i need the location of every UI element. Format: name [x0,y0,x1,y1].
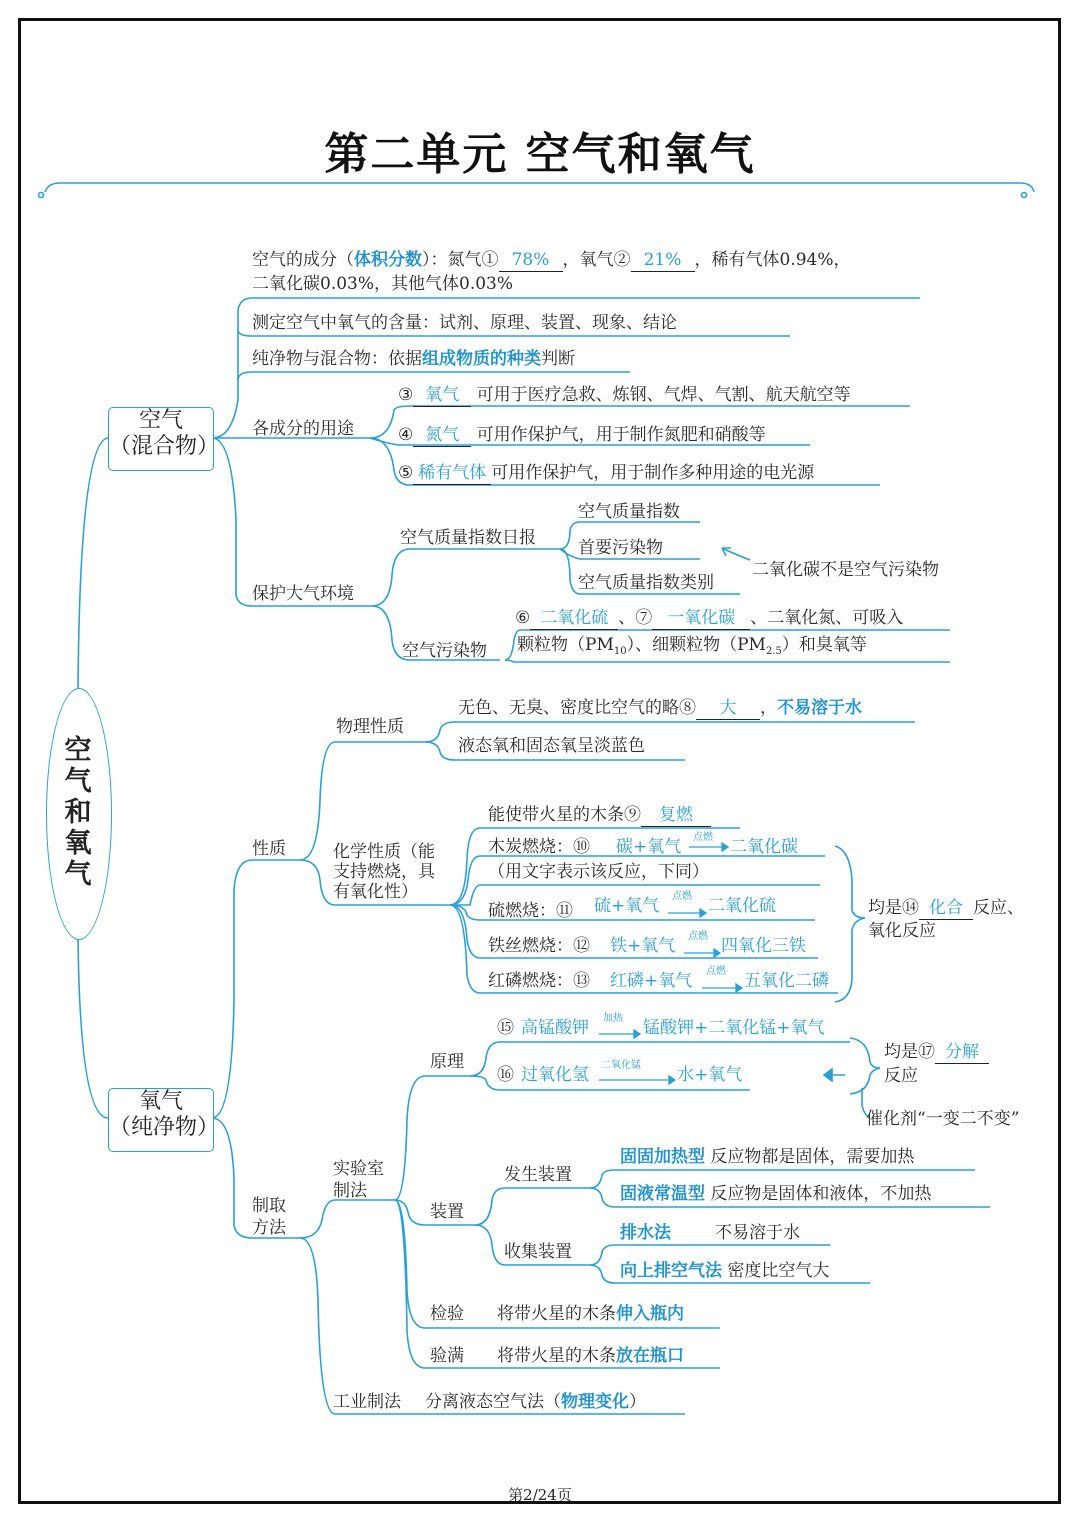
preparation-label [252,1195,286,1239]
comp-text-e: ，稀有气体0.94%， [694,250,851,270]
prep-line-2: 方法 [252,1218,286,1238]
test-text [497,1303,684,1325]
comp-text-d: ，氧气 [562,250,614,270]
col2-desc: 密度比空气大 [727,1261,830,1281]
c10-reactants: 碳+氧气 [616,837,682,857]
p17-text-a: 均是 [884,1042,918,1062]
c12-condition: 点燃 [688,931,708,942]
industrial-text [425,1391,646,1413]
c11-condition: 点燃 [672,891,692,902]
col1-desc: 不易溶于水 [715,1223,800,1243]
page-title: 第二单元 空气和氧气 [324,129,756,180]
c10-text: 木炭燃烧： [488,837,573,857]
blank-8-answer: 大 [696,697,760,720]
pollutants-rest: 、二氧化氮、可吸入 [750,608,904,628]
chem-phosphorus [488,966,829,992]
c13-product: 五氧化二磷 [744,971,829,991]
blank-number-9: ⑨ [624,805,641,825]
blank-2-answer: 21% [631,249,695,272]
blank-number-16: ⑯ [497,1065,514,1085]
chem-rekindle [488,804,711,827]
gen1-desc: 反应物都是固体，需要加热 [710,1147,915,1167]
blank-number-17: ⑰ [918,1042,935,1062]
apparatus-label: 装置 [430,1202,464,1222]
decomposition-note-2: 反应 [884,1066,918,1086]
chem-line-2: 支持燃烧，具 [333,862,435,882]
oxygen-node [108,1088,220,1152]
blank-number-8: ⑧ [679,698,696,718]
chem-sulfur [488,891,776,922]
c10-condition: 点燃 [693,832,713,843]
catalyst-note: 催化剂“一变二不变” [866,1109,1020,1129]
full-check-text [497,1345,684,1367]
blank-number-14: ⑭ [902,898,919,918]
chem-line-3: 有氧化性） [333,882,418,902]
blank-14-answer: 化合 [919,897,973,920]
blank-number-7: ⑦ [635,608,653,628]
blank-number-5: ⑤ [398,463,414,483]
use-5-text: 可用作保护气，用于制作多种用途的电光源 [491,463,815,483]
pure-text-c: 判断 [541,349,575,369]
pm-text-b: ）、细颗粒物（PM [626,635,766,655]
generation-2 [620,1183,931,1205]
ind-keyword: 物理变化 [561,1392,629,1412]
principle-label: 原理 [430,1052,464,1072]
decomposition-note [884,1041,989,1064]
air-node-title: 空气 [138,408,183,433]
c12-product: 四氧化三铁 [721,936,806,956]
collection-apparatus-label: 收集装置 [504,1242,572,1262]
root-label [46,735,110,890]
generation-1 [620,1146,914,1168]
test-keyword: 伸入瓶内 [616,1304,684,1324]
blank-number-2: ② [613,250,631,270]
pm-text-c: ）和臭氧等 [781,635,867,655]
c13-reactants: 红磷+氧气 [610,971,693,991]
physical-props-label: 物理性质 [336,717,404,737]
reaction-15 [497,1013,825,1039]
pure-vs-mixture [252,348,575,370]
use-3-text: 可用于医疗急救、炼钢、气焊、气割、航天航空等 [476,385,851,405]
blank-17-answer: 分解 [935,1041,989,1064]
c12-reactants: 铁+氧气 [610,936,676,956]
oxygen-node-subtitle: （纯净物） [109,1115,220,1140]
p15-reactant: 高锰酸钾 [521,1018,589,1038]
pure-text-a: 纯净物与混合物：依据 [252,349,422,369]
c11-product: 二氧化硫 [708,896,776,916]
pollutants-line2 [517,634,867,663]
protect-label: 保护大气环境 [252,584,354,604]
air-composition-line2: 二氧化碳0.03%，其他气体0.03% [252,274,514,294]
c14-text-b: 反应、 [973,898,1024,918]
aqi-item-3: 空气质量指数类别 [578,573,714,593]
c9-text: 能使带火星的木条 [488,805,624,825]
use-4-text: 可用作保护气，用于制作氮肥和硝酸等 [476,425,766,445]
reaction-16 [497,1060,743,1086]
pure-keyword: 组成物质的种类 [422,349,541,369]
measure-oxygen: 测定空气中氧气的含量：试剂、原理、装置、现象、结论 [252,313,677,333]
c11-text: 硫燃烧： [488,901,556,921]
full-keyword: 放在瓶口 [616,1346,684,1366]
p16-products: 水+氧气 [677,1065,743,1085]
p15-products: 锰酸钾+二氧化锰+氧气 [643,1018,825,1038]
air-composition-line1 [252,249,851,272]
comp-text-c: ）：氮气 [422,250,482,270]
pollutants-line1: ⑥ 二氧化硫 、⑦ 一氧化碳 、二氧化氮、可吸入 [515,608,904,628]
aqi-item-2: 首要污染物 [578,538,663,558]
daily-report-label: 空气质量指数日报 [400,528,536,548]
use-4 [398,424,766,447]
c14-text-a: 均是 [868,898,902,918]
blank-number-4: ④ [398,425,414,445]
chemical-props-label [333,842,435,902]
col1-method: 排水法 [620,1223,671,1243]
blank-number-3: ③ [398,385,414,405]
chem-charcoal-note: （用文字表示该反应，下同） [488,862,709,882]
blank-6-answer: 二氧化硫 [530,607,618,630]
c13-condition: 点燃 [706,966,726,977]
full-check-label: 验满 [430,1346,464,1366]
blank-number-12: ⑫ [573,936,590,956]
phys1-solubility: 不易溶于水 [777,698,862,718]
blank-number-11: ⑪ [556,901,573,921]
phys1-text-a: 无色、无臭、密度比空气的略 [458,698,679,718]
physical-prop-1 [458,697,862,720]
properties-label: 性质 [252,839,286,859]
uses-label: 各成分的用途 [252,419,354,439]
blank-7-answer: 一氧化碳 [652,607,750,630]
use-5 [398,462,814,485]
c10-product: 二氧化碳 [730,837,798,857]
test-label: 检验 [430,1304,464,1324]
p16-reactant: 过氧化氢 [521,1065,589,1085]
blank-1-answer: 78% [499,249,563,272]
pollutants-label: 空气污染物 [402,641,487,661]
ind-text-a: 分离液态空气法（ [425,1392,561,1412]
generation-apparatus-label: 发生装置 [504,1165,572,1185]
chem-line-1: 化学性质（能 [333,842,435,862]
collection-1 [620,1222,800,1244]
lab-line-2: 制法 [333,1181,367,1201]
gen2-desc: 反应物是固体和液体，不加热 [710,1184,932,1204]
oxidation-reaction-note: 氧化反应 [868,921,936,941]
test-text-a: 将带火星的木条 [497,1304,616,1324]
prep-line-1: 制取 [252,1196,286,1216]
air-node-subtitle: （混合物） [109,434,220,459]
page-number: 第2/24页 [508,1486,572,1504]
gen1-type: 固固加热型 [620,1147,705,1167]
ind-text-c: ） [629,1392,646,1412]
c12-text: 铁丝燃烧： [488,936,573,956]
air-node [108,407,220,471]
blank-3-answer: 氧气 [413,384,471,407]
col2-method: 向上排空气法 [620,1261,722,1281]
phys1-comma: ， [760,698,777,718]
collection-2 [620,1260,829,1282]
c11-reactants: 硫+氧气 [594,896,660,916]
combination-reaction-note [868,897,1024,920]
p15-condition: 加热 [603,1013,623,1024]
c13-text: 红磷燃烧： [488,971,573,991]
pm25-sub: 2.5 [765,646,782,657]
chem-iron [488,931,806,957]
pm10-sub: 10 [613,646,627,657]
industrial-label: 工业制法 [333,1392,401,1412]
blank-number-10: ⑩ [573,837,590,857]
root-text: 空气和氧气 [64,735,92,890]
use-3 [398,384,851,407]
oxygen-node-title: 氧气 [138,1089,183,1114]
full-text-a: 将带火星的木条 [497,1346,616,1366]
blank-5-answer: 稀有气体 [413,462,491,485]
blank-number-6: ⑥ [515,608,531,628]
blank-4-answer: 氮气 [413,424,471,447]
gen2-type: 固液常温型 [620,1184,705,1204]
lab-method-label [333,1158,384,1202]
lab-line-1: 实验室 [333,1159,384,1179]
pm-text-a: 颗粒物（PM [517,635,614,655]
comp-text-a: 空气的成分（ [252,250,354,270]
aqi-item-1: 空气质量指数 [578,502,680,522]
blank-number-1: ① [481,250,499,270]
co2-note: 二氧化碳不是空气污染物 [752,560,939,580]
blank-number-15: ⑮ [497,1018,514,1038]
comp-volume-fraction: 体积分数 [354,250,422,270]
chem-charcoal [488,832,798,858]
blank-9-answer: 复燃 [641,804,711,827]
p16-condition: 二氧化锰 [601,1060,641,1071]
physical-prop-2: 液态氧和固态氧呈淡蓝色 [458,736,645,756]
blank-number-13: ⑬ [573,971,590,991]
